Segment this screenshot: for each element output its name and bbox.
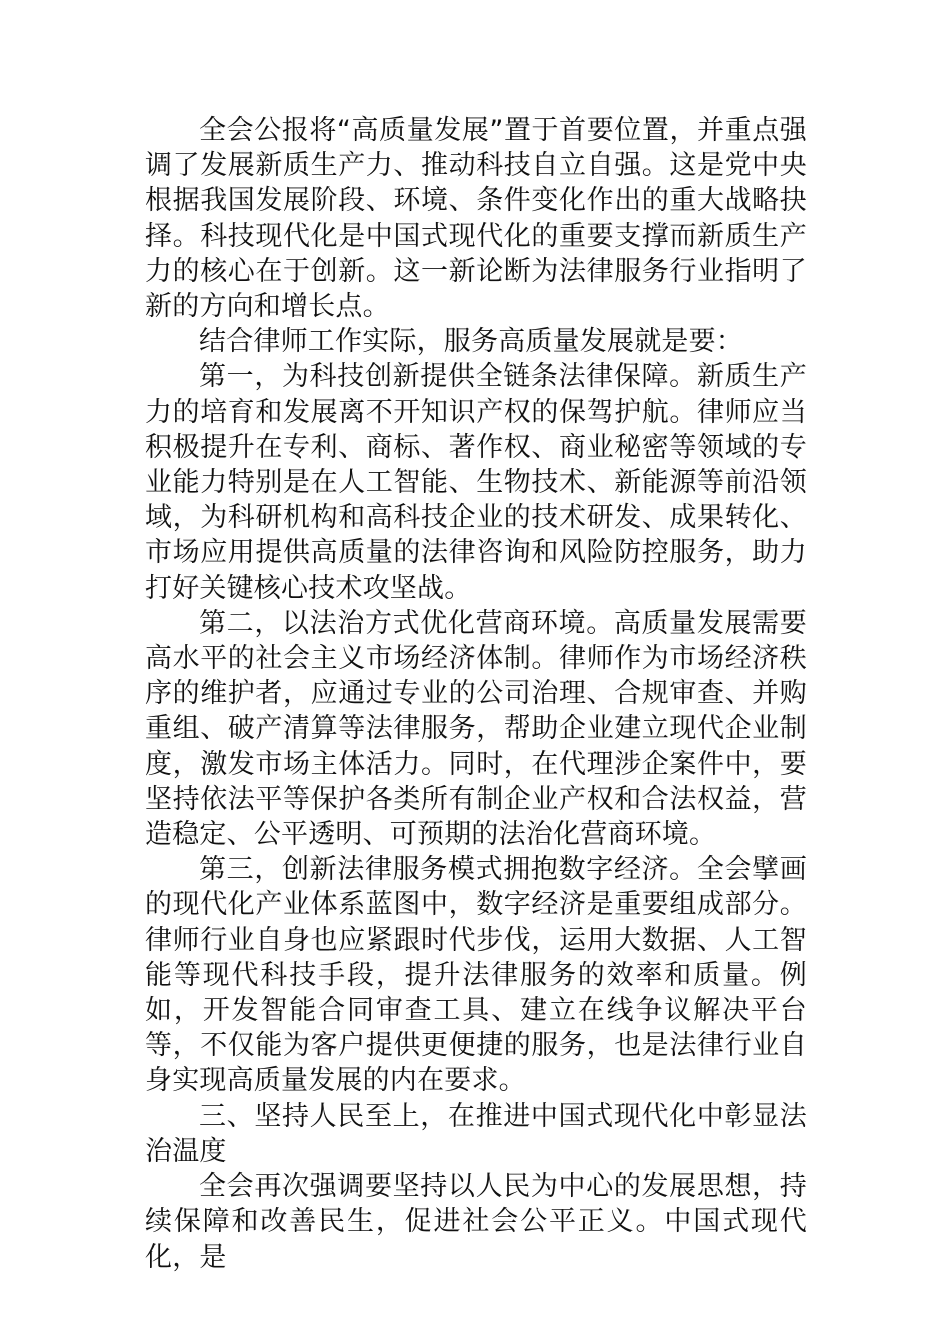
paragraph-point-one: 第一，为科技创新提供全链条法律保障。新质生产力的培育和发展离不开知识产权的保驾护航。律师应当积极提升在专利、商标、著作权、商业秘密等领域的专业能力特别是在人工智能、生物技术、新能源等前沿领域，为科研机构和高科技企业的技术研发、成果转化、市场应用提供高质量的法律咨询和风险防控服务，助力打好关键核心技术攻坚战。 xyxy=(145,361,807,604)
paragraph-point-three: 第三，创新法律服务模式拥抱数字经济。全会擘画的现代化产业体系蓝图中，数字经济是重要组成部分。律师行业自身也应紧跟时代步伐，运用大数据、人工智能等现代科技手段，提升法律服务的效率和质量。例如，开发智能合同审查工具、建立在线争议解决平台等，不仅能为客户提供更便捷的服务，也是法律行业自身实现高质量发展的内在要求。 xyxy=(145,854,807,1097)
paragraph-section-body: 全会再次强调要坚持以人民为中心的发展思想，持续保障和改善民生，促进社会公平正义。中国式现代化，是 xyxy=(145,1171,807,1273)
paragraph-lead: 结合律师工作实际，服务高质量发展就是要： xyxy=(199,326,743,358)
document-body xyxy=(145,113,807,1275)
paragraph-point-two: 第二，以法治方式优化营商环境。高质量发展需要高水平的社会主义市场经济体制。律师作为市场经济秩序的维护者，应通过专业的公司治理、合规审查、并购重组、破产清算等法律服务，帮助企业建立现代企业制度，激发市场主体活力。同时，在代理涉企案件中，要坚持依法平等保护各类所有制企业产权和合法权益，营造稳定、公平透明、可预期的法治化营商环境。 xyxy=(145,607,807,851)
paragraph-intro: 全会公报将“高质量发展”置于首要位置，并重点强调了发展新质生产力、推动科技自立自强。这是党中央根据我国发展阶段、环境、条件变化作出的重大战略抉择。科技现代化是中国式现代化的重要支撑而新质生产力的核心在于创新。这一新论断为法律服务行业指明了新的方向和增长点。 xyxy=(145,115,807,323)
section-heading: 三、坚持人民至上，在推进中国式现代化中彰显法治温度 xyxy=(145,1100,807,1167)
